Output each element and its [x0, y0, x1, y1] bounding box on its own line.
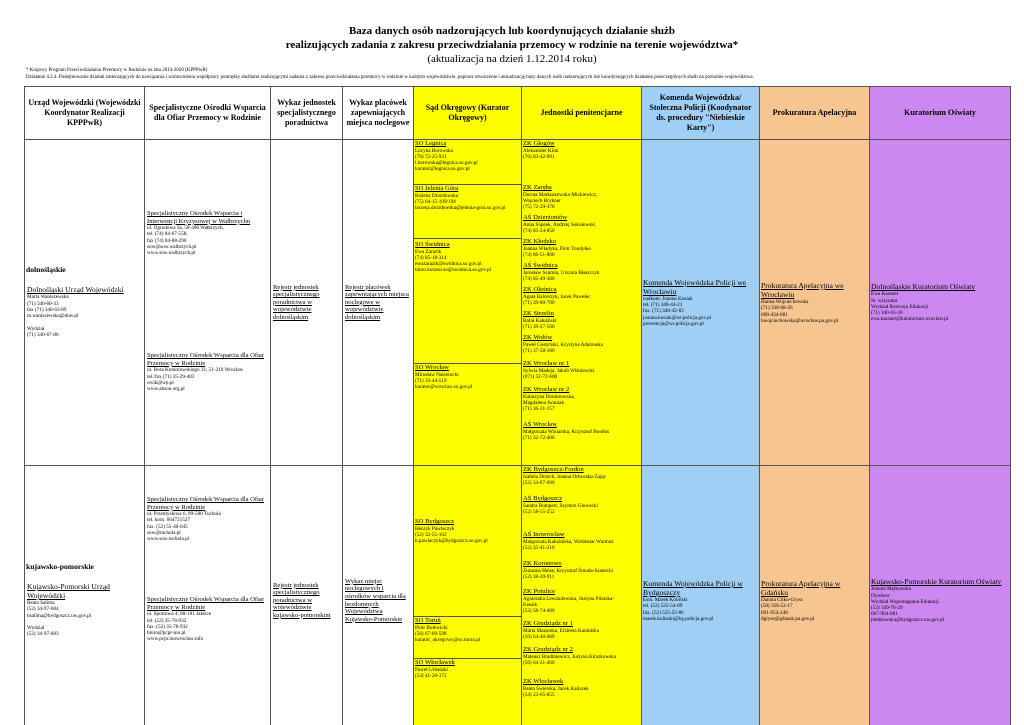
contact-line: fax. (71) 340-42-83 — [643, 308, 684, 315]
contact-line: (75) 64-15-199/194 — [415, 198, 456, 205]
contact-line: (54) 41-20-372 — [415, 672, 447, 679]
jednostka-link[interactable]: ZK Potulice — [523, 588, 556, 595]
list-item — [522, 588, 641, 620]
list-item — [522, 286, 641, 310]
contact-line: (74) 85-49-300 — [523, 275, 555, 282]
jednostka-link[interactable]: ZK Wrocław nr 2 — [523, 386, 570, 393]
contact-line: (75) 72-29-370 — [523, 204, 555, 210]
policja-link[interactable]: Komenda Wojewódzka Policji we Wrocławiu — [643, 277, 747, 296]
policja-cell-kujawsko — [642, 466, 760, 725]
contact-line: (52) 34-97-684 — [27, 606, 59, 613]
list-item — [522, 646, 641, 678]
contact-line: Beata Świerska, Jacek Kaliszek — [523, 685, 589, 692]
contact-line: (56) 67-69-598 — [415, 630, 447, 637]
document-title — [0, 24, 1024, 66]
poradnictwo-cell-kujawsko — [271, 466, 343, 725]
contact-line: (52) 32-55-162 — [415, 531, 447, 538]
jednostka-link[interactable]: ZK Głogów — [523, 140, 555, 147]
contact-line: www.akson.org.pl — [147, 386, 185, 392]
list-item — [522, 466, 641, 495]
contact-line: fax. (52) 525-55-86 — [643, 609, 684, 616]
list-item — [522, 620, 641, 646]
header-poradnictwo: Wykaz jednostek specjalistycznego poradnictwa — [271, 87, 343, 140]
list-item — [522, 210, 641, 238]
contact-line: fax. (52) 55-40-045 — [147, 523, 188, 530]
osrodki-cell-dolnoslaskie — [145, 140, 271, 466]
sad-link[interactable]: SO Jelenia Góra — [415, 185, 459, 192]
jednostka-link[interactable]: AŚ Dzierżoniów — [523, 214, 568, 221]
table-row-dolnoslaskie — [25, 140, 1011, 466]
contact-line: (71) 39-80-700 — [523, 299, 555, 306]
contact-line: Marta Mazurska, Elżbieta Kamińska — [523, 627, 600, 634]
contact-line: bozena.drozdowska@jelenia-gora.so.gov.pl — [415, 205, 506, 211]
sad-link[interactable]: SO Legnica — [415, 140, 447, 147]
contact-line: Magdalena Iwaniak — [523, 399, 565, 406]
contact-line: Mirosław Nasierocki — [415, 371, 459, 378]
list-item — [522, 678, 641, 702]
contact-line: Wydział Rozwoju Edukacji — [871, 303, 929, 310]
osrodki-cell-kujawsko — [145, 466, 271, 725]
contact-line: (52) 58-74-400 — [523, 608, 555, 614]
kuratorium-cell-kujawsko — [870, 466, 1011, 725]
contact-line: (54) 23-65-855 — [523, 691, 555, 698]
contact-line: Paweł Urbański — [415, 666, 448, 673]
jednostka-link[interactable]: ZK Kłodzko — [523, 238, 557, 245]
region-label: dolnośląskie — [26, 265, 66, 275]
contact-line: m.waniszewska@duw.pl — [27, 313, 79, 320]
contact-line: Izabela Dorsch, Joanna Orłowska-Zając — [523, 473, 606, 480]
contact-line: (58) 326-53-17 — [761, 603, 793, 610]
contact-line: Katarzyna Dombrowska, — [523, 393, 575, 400]
contact-line: sow@tuchola.pl — [147, 529, 181, 536]
contact-line: www.pcpr.inowroclaw.info — [147, 636, 204, 643]
poradnictwo-link[interactable]: Rejestr jednostek specjalistycznego poradnictwa w województwie dolnośląskim — [273, 283, 320, 321]
contact-line: www.sow.tuchola.pl — [147, 536, 190, 542]
contact-line: Zuzanna Heise, Krzysztof Śmuda-Szanecki — [523, 567, 614, 574]
list-item — [522, 310, 641, 334]
noclegowe-link[interactable]: Wykaz miejsc noclegowych i ośrodków wsparcia dla bezdomnych Województwa Kujawsko-Pomorskie — [345, 577, 406, 623]
noclegowe-link[interactable]: Rejestr placówek zapewniających miejsca noclegowe w województwie dolnośląskim — [345, 283, 409, 321]
jednostka-link[interactable]: ZK Grudziądz nr 2 — [523, 646, 573, 653]
contact-line: tel. kom. 664721527 — [147, 517, 190, 524]
contact-line: kurator@legnica.so.gov.pl — [415, 166, 470, 173]
contact-line: Kessik — [523, 601, 538, 608]
header-urzad: Urząd Wojewódzki (Wojewódzki Koordynator Realizacji KPPPwR) — [25, 87, 145, 140]
footnote-2: Działanie 4.2.4. Podejmowanie działań zmierzających do nawiązania i wzmocnienia współpracy pomiędzy służbami realizującymi zadania z zakresu przeciwdziałania przemocy w rodzinie w każdym województwie, poprzez utworzenie i aktualizację bazy danych osób nadzorujących lub koordynujących działanie poszczególnych służb na poziomie województwa. — [26, 75, 754, 80]
contact-line: Rafał Kałużński — [523, 317, 557, 324]
urzad-link[interactable]: Dolnośląski Urząd Wojewódzki — [27, 285, 124, 295]
contact-line: kurator@wroclaw.so.gov.pl — [415, 384, 473, 390]
contact-line: Piotr Bolewicki — [415, 624, 448, 631]
prokuratura-link[interactable]: Prokuratura Apelacyjna w Gdańsku — [761, 579, 841, 598]
title-line-2: realizujących zadania z zakresu przeciwdziałania przemocy w rodzinie na terenie województwa* — [285, 39, 739, 51]
jednostka-link[interactable]: ZK Wołów — [523, 334, 553, 341]
contact-line: (71) 340-67-86 — [27, 331, 59, 338]
contact-line: Danuta Citko-Gryss — [761, 597, 803, 604]
poradnictwo-cell-dolnoslaskie — [271, 140, 343, 466]
header-osrodki: Specjalistyczne Ośrodki Wsparcia dla Ofiar Przemocy w Rodzinie — [145, 87, 271, 140]
contact-line: bsalima@bydgoszcz.uw.gov.pl — [27, 612, 92, 619]
jednostka-link[interactable]: ZK Wrocław nr 1 — [523, 360, 570, 367]
contact-line: Agnieszka Lewandowska, Justyna Pilarska- — [523, 595, 615, 602]
contact-line: l.borowska@legnica.so.gov.pl — [415, 160, 478, 166]
contact-line: (76) 83-42-901 — [523, 153, 555, 160]
contact-line: (74) 83-24-850 — [523, 227, 555, 234]
kuratorium-cell-dolnoslaskie — [870, 140, 1011, 466]
contact-line: hwojciechowska@wroclaw.pa.gov.pl — [761, 317, 839, 324]
contact-line: Jarosław Szumin, Urszula Błaszczyk — [523, 269, 600, 276]
jednostka-link[interactable]: ZK Strzelin — [523, 310, 554, 317]
contact-line: ul. Bora Komorowskiego 31, 51-210 Wrocław — [147, 367, 244, 374]
poradnictwo-link[interactable]: Rejestr jednostek specjalistycznego poradnictwa w województwie kujawsko-pomorskim — [273, 581, 331, 619]
header-policja: Komenda Wojewódzka/ Stołeczna Policji (Koodynator ds. procedury "Niebieskie Karty") — [642, 87, 760, 140]
contact-line: 667-994-081 — [871, 611, 898, 618]
jednostka-link[interactable]: AŚ Świdnica — [523, 262, 558, 269]
contact-line: (71) 340-63-30 — [871, 310, 903, 317]
contact-line: fax. (52) 35-78-932 — [147, 623, 188, 630]
contact-line: (52) 349-76-29 — [871, 605, 903, 611]
contact-line: fax (74) 84-08-296 — [147, 237, 187, 244]
contact-line: (52) 34-97-683 — [27, 631, 59, 638]
contact-line: ul. Przemysłowa 6, 89-500 Tuchola — [147, 511, 221, 518]
footnotes — [26, 67, 986, 81]
header-row — [25, 87, 1011, 140]
noclegowe-cell-kujawsko — [343, 466, 414, 725]
contact-line: ul. Ogrodowa 2a, 58-306 Wałbrzych, — [147, 225, 224, 232]
list-item — [414, 184, 521, 238]
prokuratura-link[interactable]: Prokuratura Apelacyjna we Wrocławiu — [761, 281, 844, 300]
contact-line: www.sow.walbrzych.pl — [147, 250, 196, 256]
contact-line: Sylwia Madeja, Jakub Wiśniewski — [523, 367, 595, 374]
contact-line: fax (71) 340-63-89 — [27, 306, 67, 313]
title-line-3: (aktualizacja na dzień 1.12.2014 roku) — [427, 53, 597, 65]
contact-line: 608-434-681 — [761, 311, 788, 318]
list-item — [522, 334, 641, 360]
contact-line: tel. (52) 525-54-09 — [643, 603, 683, 610]
database-table — [24, 86, 1011, 725]
contact-line: St. wizytator — [871, 297, 898, 304]
list-item — [414, 238, 521, 363]
osrodek-link[interactable]: Specjalistyczny Ośrodek Wsparcia dla Ofiar Przemocy w Rodzinie — [147, 596, 265, 611]
prokuratura-cell-kujawsko — [760, 466, 870, 725]
contact-line: Agata Balcerzyk, Jacek Pawełec — [523, 293, 591, 300]
contact-line: Paweł Gostyński, Krystyna Adamuska — [523, 341, 603, 348]
list-item — [522, 238, 641, 262]
list-item — [522, 386, 641, 421]
noclegowe-cell-dolnoslaskie — [343, 140, 414, 466]
contact-line: Lucyna Borowska — [415, 147, 453, 154]
list-item — [414, 658, 521, 698]
contact-line: ewazarazik@swidnica.so.gov.pl — [415, 261, 482, 267]
contact-line: Anna Siąsiek, Andrzej Sokołowski — [523, 221, 596, 228]
contact-line: (52) 58-55-252 — [523, 508, 555, 515]
list-item — [522, 531, 641, 560]
list-item — [414, 616, 521, 658]
contact-line: Jolanta Mętkowska — [871, 586, 912, 593]
list-item — [414, 363, 521, 463]
contact-line: (71) 340-60-33 — [27, 300, 59, 307]
kuratorium-link[interactable]: Dolnośląskie Kuratorium Oświaty — [871, 282, 976, 292]
list-item — [522, 140, 641, 172]
contact-line: Małgorzata Winiarska, Krzysztof Bondus — [523, 428, 610, 435]
sad-link[interactable]: SO Włocławek — [415, 659, 455, 666]
region-label: kujawsko-pomorskie — [26, 561, 94, 571]
list-item — [522, 360, 641, 386]
contact-line: Wydział — [27, 624, 45, 631]
contact-line: nadkom. Joanna Kusiak — [643, 295, 693, 302]
contact-line: (71) 32-72-400 — [523, 434, 555, 441]
contact-line: (56) 64-40-400 — [523, 633, 555, 640]
title-line-1: Baza danych osób nadzorujących lub koordynujących działanie służb — [348, 25, 676, 37]
jednostka-link[interactable]: ZK Koronowo — [523, 560, 562, 567]
jednostka-link[interactable]: ZK Zaręba — [523, 184, 552, 191]
sad-link[interactable]: SO Wrocław — [415, 364, 449, 371]
contact-line: Henryk Pawlaczyk — [415, 525, 455, 532]
contact-line: Beata Salima — [27, 600, 55, 607]
sad-link[interactable]: SO Toruń — [415, 617, 441, 624]
contact-line: Hanna Wojciechowska — [761, 299, 809, 306]
contact-line: Wojciech Brykner — [523, 197, 561, 204]
sad-link[interactable]: SO Świdnica — [415, 241, 450, 248]
table-row-kujawsko-pomorskie — [25, 466, 1011, 725]
contact-line: prewencja@wr.policja.gov.pl — [643, 320, 704, 327]
osrodek-link[interactable]: Specjalistyczny Ośrodek Wsparcia dla Ofiar Przemocy w Rodzinie — [147, 352, 265, 367]
jednostka-link[interactable]: AŚ Inowrocław — [523, 531, 565, 538]
header-noclegowe: Wykaz placówek zapewniających miejsca noclegowe — [343, 87, 414, 140]
contact-line: biuro.kurator.so@swidnica.so.gov.pl — [415, 267, 492, 274]
contact-line: (56) 64-21-460 — [523, 659, 555, 666]
contact-line: Sandra Rumpert, Szymon Głowacki — [523, 502, 598, 509]
jednostka-link[interactable]: ZK Oleśnica — [523, 286, 557, 293]
contact-line: (52) 34-67-090 — [523, 479, 555, 486]
contact-line: Wydział — [27, 325, 45, 332]
contact-line: Ewa Kassner — [871, 291, 899, 298]
contact-line: Wydział Wspomagania Edukacji — [871, 598, 939, 605]
penitencjarne-cell-kujawsko — [522, 466, 642, 725]
jednostka-link[interactable]: AŚ Bydgoszcz — [523, 495, 563, 502]
header-penitencjarne: Jednostki penitencjarne — [522, 87, 642, 140]
contact-line: Bożena Drozdowska — [415, 192, 459, 199]
osrodek-link[interactable]: Specjalistyczny Ośrodek Wsparcia i Interwencji Kryzysowej w Wałbrzychu — [147, 210, 251, 225]
prokuratura-cell-dolnoslaskie — [760, 140, 870, 466]
contact-line: Małgorzata Kałużińska, Waldemar Warmuz — [523, 538, 614, 545]
osrodek-link[interactable]: Specjalistyczny Ośrodek Wsparcia dla Ofiar Przemocy w Rodzinie — [147, 496, 265, 511]
contact-line: kom. Marek Koliński — [643, 597, 688, 604]
list-item — [522, 560, 641, 588]
contact-line: Dorota Markuszewska-Mickiewicz, — [523, 191, 598, 198]
policja-link[interactable]: Komenda Wojewódzka Policji w Bydgoszczy — [643, 579, 743, 598]
urzad-link[interactable]: Kujawsko-Pomorski Urząd Wojewódzki — [27, 582, 110, 601]
contact-line: Dyrektor — [871, 592, 890, 599]
contact-line: (71) 330-68-26 — [761, 305, 793, 312]
contact-line: Marta Waniszewska — [27, 294, 69, 301]
list-item — [414, 140, 521, 184]
list-item — [522, 262, 641, 286]
contact-line: joanna.kusiak@wr.policja.gov.pl — [643, 314, 712, 321]
urzad-cell-kujawsko — [25, 466, 145, 725]
jednostka-link[interactable]: ZK Grudziądz nr 1 — [523, 620, 573, 627]
contact-line: tel. (52) 35-78-932 — [147, 617, 187, 624]
header-kuratorium: Kuratorium Oświaty — [870, 87, 1011, 140]
urzad-cell-dolnoslaskie — [25, 140, 145, 466]
jednostka-link[interactable]: ZK Bydgoszcz-Fordon — [523, 466, 584, 473]
sad-link[interactable]: SO Bydgoszcz — [415, 518, 455, 525]
contact-line: (071) 32-72-600 — [523, 373, 558, 380]
jednostka-link[interactable]: AŚ Wrocław — [523, 421, 557, 428]
list-item — [522, 495, 641, 531]
list-item — [522, 421, 641, 445]
policja-cell-dolnoslaskie — [642, 140, 760, 466]
contact-line: jmetkowska@bydgoszcz.uw.gov.pl — [871, 617, 945, 624]
contact-line: (71) 37-58-100 — [523, 347, 555, 354]
contact-line: (74) 85-18-314 — [415, 254, 447, 261]
sad-cell-dolnoslaskie — [414, 140, 522, 466]
list-item — [522, 172, 641, 210]
contact-line: h.pawlaczyk@bydgoszcz.so.gov.pl — [415, 538, 488, 544]
contact-line: (71) 39-27-500 — [523, 323, 555, 330]
contact-line: Aleksander Kida — [523, 147, 559, 154]
header-sad: Sąd Okręgowy (Kurator Okręgowy) — [414, 87, 522, 140]
contact-line: kurator_okregowy@so.torun.pl — [415, 637, 481, 643]
contact-line: ul. Sportowa 4; 88-181 Jaksice — [147, 611, 212, 618]
header-prokuratura: Prokuratura Apelacyjna — [760, 87, 870, 140]
contact-line: (71) 33-44-519 — [415, 377, 447, 384]
contact-line: Mateusz Bradtniewicz, Justyna Kirszkowska — [523, 653, 617, 660]
contact-line: tel. (74) 84-67-558, — [147, 231, 188, 238]
contact-line: ewa.kassner@kuratorium.wroclaw.pl — [871, 316, 949, 323]
contact-line: tel./fax (71) 35-29-403 — [147, 373, 195, 380]
contact-line: dgryss@gdansk.pa.gov.pl — [761, 615, 815, 622]
penitencjarne-cell-dolnoslaskie — [522, 140, 642, 466]
contact-line: owik@wp.pl — [147, 379, 174, 386]
sad-cell-kujawsko — [414, 466, 522, 725]
contact-line: Ewa Zarazik — [415, 248, 442, 255]
kuratorium-link[interactable]: Kujawsko-Pomorskie Kuratorium Oświaty — [871, 577, 1002, 587]
list-item — [414, 466, 521, 616]
contact-line: 601-954-248 — [761, 609, 788, 616]
contact-line: sow@sow.walbrzych.pl — [147, 243, 197, 250]
contact-line: Joanna Władyka, Piotr Tondyłko — [523, 245, 592, 252]
contact-line: biuro@pcpr-ino.pl — [147, 630, 186, 636]
contact-line: (71) 36-31-157 — [523, 406, 555, 412]
contact-line: (74) 86-51-800 — [523, 251, 555, 258]
contact-line: (52) 35-41-210 — [523, 544, 555, 551]
contact-line: (52) 38-20-911 — [523, 573, 555, 580]
contact-line: (76) 72-25-931 — [415, 153, 447, 160]
contact-line: tel. (71) 340-44-21 — [643, 302, 683, 309]
footnote-1: * Krajowy Program Przeciwdziałania Przemocy w Rodzinie na lata 2014-2020 (KPPPwR) — [26, 68, 208, 73]
jednostka-link[interactable]: ZK Włocławek — [523, 678, 564, 685]
contact-line: marek.kolinski@bg.policja.gov.pl — [643, 615, 714, 622]
